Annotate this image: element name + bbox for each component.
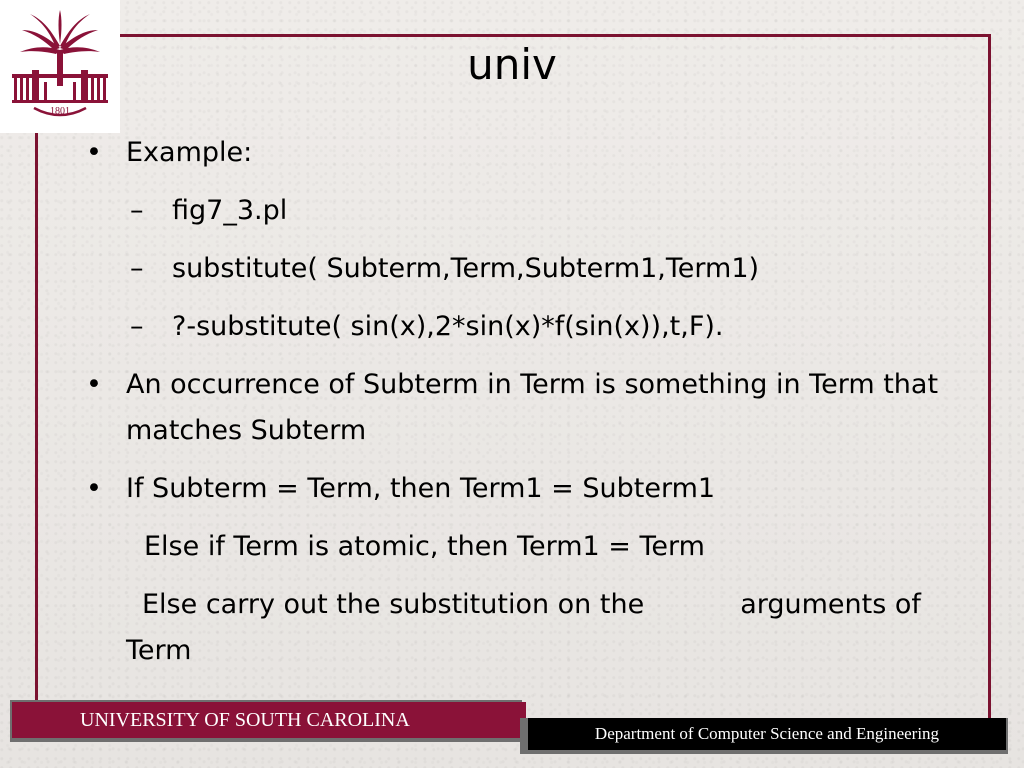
dash-marker: –: [130, 195, 144, 226]
bullet-marker: •: [86, 473, 102, 504]
bullet-text: Example:: [126, 137, 253, 168]
dash-marker: –: [130, 311, 144, 342]
bullet-item: [86, 130, 986, 176]
slide-content: [86, 130, 986, 686]
continuation-text-b: arguments of Term: [126, 589, 921, 666]
slide-title: univ: [467, 40, 557, 89]
logo-year: 1801: [50, 106, 70, 117]
frame-right-line: [988, 34, 991, 720]
continuation-line: [86, 524, 986, 570]
bullet-item: [86, 362, 986, 454]
bullet-text: If Subterm = Term, then Term1 = Subterm1: [126, 473, 716, 504]
footer-department: Department of Computer Science and Engineering: [528, 718, 1006, 750]
continuation-text-a: Else carry out the substitution on the: [142, 589, 645, 620]
sub-bullet-text: ?-substitute( sin(x),2*sin(x)*f(sin(x)),t,F).: [172, 311, 724, 342]
frame-left-line: [35, 133, 38, 708]
footer-university: UNIVERSITY OF SOUTH CAROLINA: [12, 702, 526, 738]
sub-bullet-item: [86, 304, 986, 350]
frame-top-line: [120, 34, 991, 37]
continuation-line: [86, 582, 986, 674]
bullet-marker: •: [86, 137, 102, 168]
dash-marker: –: [130, 253, 144, 284]
bullet-text: An occurrence of Subterm in Term is something in Term that matches Subterm: [126, 369, 939, 446]
sub-bullet-text: substitute( Subterm,Term,Subterm1,Term1): [172, 253, 760, 284]
sub-bullet-text: fig7_3.pl: [172, 195, 288, 226]
bullet-marker: •: [86, 369, 102, 400]
sub-bullet-item: [86, 246, 986, 292]
continuation-text: Else if Term is atomic, then Term1 = Term: [144, 531, 705, 562]
bullet-item: [86, 466, 986, 512]
sub-bullet-item: [86, 188, 986, 234]
